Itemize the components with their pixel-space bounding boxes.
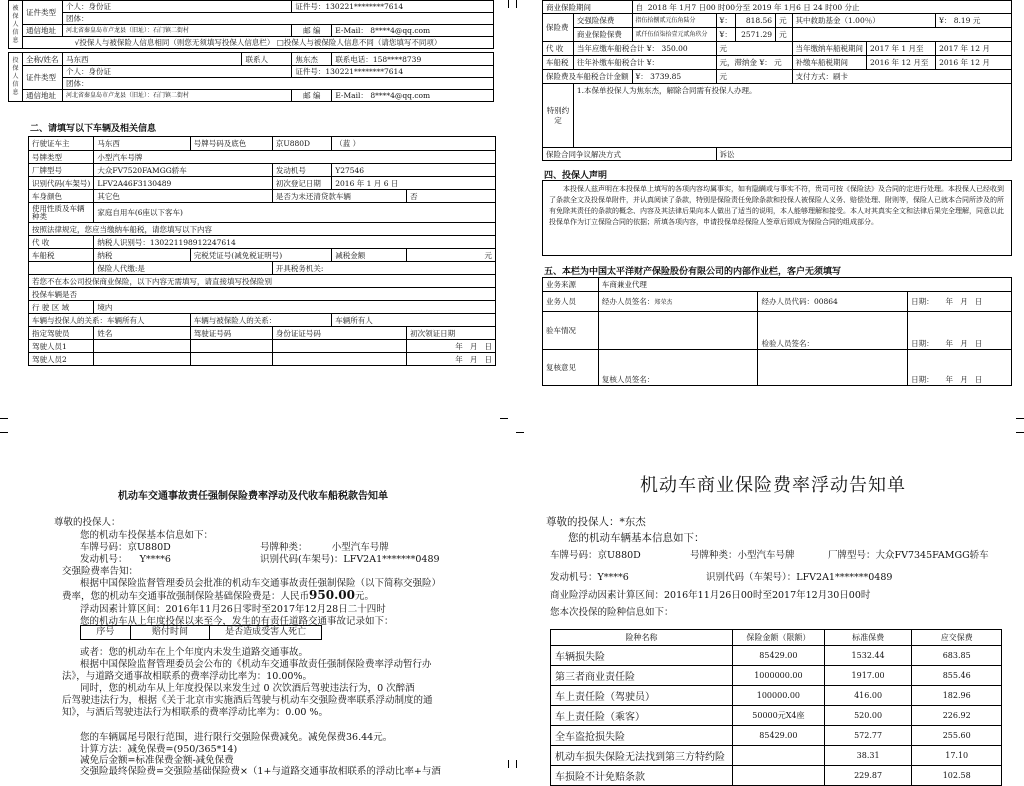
table-row xyxy=(551,666,1002,686)
region: 境内 xyxy=(94,301,496,314)
crop-mark xyxy=(516,760,517,768)
usage: 家庭自用车(6座以下客车) xyxy=(94,203,496,223)
inspect-label: 验车情况 xyxy=(543,312,599,350)
period-label: 商业保险期间 xyxy=(543,1,633,14)
review-sign-label: 复核人员签名： xyxy=(598,350,758,386)
ci-p3: 浮动因素计算区间：2016年11月26日零时至2017年12月28日二十四时 xyxy=(80,604,386,615)
ca-cell: 1000000.00 xyxy=(732,666,824,686)
ca-cell: 全车盗抢损失险 xyxy=(551,726,733,746)
crop-mark xyxy=(516,432,524,433)
date-2-month: 月 xyxy=(960,339,968,348)
tax-side-1: 代 收 xyxy=(29,236,94,249)
insured-id-no-label: 证件号： xyxy=(295,67,326,76)
vin: LFV2A46F3130489 xyxy=(94,177,273,190)
total-sym: ¥： xyxy=(635,72,648,81)
period-to-t: 时00 分止 xyxy=(825,2,860,12)
total-label: 保险费及车船税合计金额 xyxy=(543,70,633,84)
insured-post-label: 邮 编 xyxy=(292,90,332,102)
table-row xyxy=(551,726,1002,746)
period-to-m: 年 1月6 xyxy=(773,2,801,12)
period-from-pre: 自 xyxy=(635,2,643,12)
row3-sym: ¥： xyxy=(646,44,660,53)
plate-type: 小型汽车号牌 xyxy=(94,151,496,164)
first-reg-label: 初次登记日期 xyxy=(272,177,331,190)
dispute-label: 保险合同争议解决方式 xyxy=(543,148,717,161)
row4-to: 2016 年 12 月 xyxy=(936,56,1012,70)
date-2-day: 日 xyxy=(974,339,983,348)
ca-cell: 572.77 xyxy=(824,726,912,746)
ca-cell: 855.46 xyxy=(912,666,1002,686)
ci-plate: 京U880D xyxy=(127,542,171,553)
ci-p12: 计算方法：减免保费=(950/365*14) xyxy=(80,744,238,755)
row1-rescue: 其中救助基金（1.00％） xyxy=(792,14,936,28)
crop-mark xyxy=(516,0,517,8)
same-info-check-row: √投保人与被保险人信息相同（则您无须填写投保人信息栏） □投保人与被保险人信息不同（请您填写不同项） xyxy=(22,37,493,49)
fullname: 马东西 xyxy=(62,53,241,66)
row1-rescue-val: 8.19 xyxy=(953,16,971,25)
biz-staff-code: 00864 xyxy=(813,297,838,306)
row3-period: 当年缴纳车船税期间 xyxy=(792,42,867,56)
license-owner: 马东西 xyxy=(94,137,190,151)
section-4-title: 四、投保人声明 xyxy=(544,171,608,181)
tax-reduce-unit: 元 xyxy=(407,249,496,262)
tax-id: 130221198912247614 xyxy=(149,237,236,247)
id-group: 团体： xyxy=(62,13,493,25)
usage-label: 使用性质及车辆种类 xyxy=(29,203,94,223)
special-side: 特别约定 xyxy=(543,84,574,148)
policy-form-page-2 xyxy=(516,0,1024,418)
period-from-t: 时00分至 xyxy=(718,2,751,12)
period-from-y: 2018 xyxy=(647,2,667,12)
crop-mark xyxy=(1016,418,1024,419)
ca-header-2: 标准保费 xyxy=(824,630,912,646)
license-owner-label: 行驶证车主 xyxy=(29,137,94,151)
ca-engine-label: 发动机号： xyxy=(550,572,598,583)
ci-p11: 您的车辆属尾号限行范围，进行限行交强险保费减免。减免保费36.44元。 xyxy=(80,732,393,743)
ci-type: 小型汽车号牌 xyxy=(331,542,389,553)
insured-id-no: 130221********7614 xyxy=(325,67,404,76)
ca-cell: 车上责任险（乘客） xyxy=(551,706,733,726)
insured-id-group: 团体： xyxy=(62,78,493,90)
crop-mark xyxy=(0,432,8,433)
row4-label: 往年补缴车船税合计 xyxy=(576,58,645,67)
period-to-d: 日 24 xyxy=(803,2,823,12)
date-3-year: 年 xyxy=(945,375,954,384)
ca-vin-label: 识别代码（车架号）： xyxy=(706,572,797,583)
pay-label: 支付方式： xyxy=(795,72,834,81)
ca-cell: 182.96 xyxy=(912,686,1002,706)
side-premium: 保险费 xyxy=(543,14,574,42)
relation-label: 车辆与投保人的关系： xyxy=(32,315,107,325)
table-row xyxy=(551,686,1002,706)
table-row xyxy=(551,766,1002,786)
ci-p2: 费率，您的机动车交通事故强制保险基础保险费是：人民币 xyxy=(62,591,310,602)
crop-mark xyxy=(0,418,8,419)
ca-choose: 您本次投保的险种信息如下： xyxy=(550,607,674,618)
ca-cell: 102.58 xyxy=(912,766,1002,786)
row3-unit: 元 xyxy=(716,42,792,56)
inspect-sign-label: 检验人员签名： xyxy=(758,312,908,350)
ci-base-unit: 元。 xyxy=(354,591,374,602)
crop-mark xyxy=(508,0,509,8)
row4-unit: 元，滞纳金 xyxy=(719,58,758,67)
tax-cat: 纳税 xyxy=(94,249,190,262)
owner-info-table xyxy=(8,0,494,49)
ca-header-1: 保险金额（限额） xyxy=(732,630,824,646)
ca-cell: 85429.00 xyxy=(732,646,824,666)
row2-unit: 元 xyxy=(776,28,792,42)
relation-1: 车辆所有人 xyxy=(107,315,145,325)
total-unit: 元 xyxy=(716,70,792,84)
ca-cell xyxy=(732,746,824,766)
dispute: 诉讼 xyxy=(716,148,1011,161)
tax-agent: 保险人代缴:是 xyxy=(94,262,273,275)
post-label: 邮 编 xyxy=(292,25,332,37)
ca-cell: 520.00 xyxy=(824,706,912,726)
ci-base: 950.00 xyxy=(309,588,355,602)
period-from-m: 年 1月7 xyxy=(669,2,697,12)
ci-p6: 根据中国保险监督管理委员会公布的《机动车交通事故责任强制保险费率浮动暂行办 xyxy=(80,659,432,670)
ca-greet: 尊敬的投保人：*东杰 xyxy=(546,516,646,528)
crop-mark xyxy=(500,418,508,419)
ca-rates-table xyxy=(550,629,1002,786)
date-1-month: 月 xyxy=(960,297,968,306)
ci-p4: 您的机动车从上年度投保以来至今，发生的有责任道路交通事故记录如下： xyxy=(80,616,394,627)
ca-cell: 第三者商业责任险 xyxy=(551,666,733,686)
period-from-d: 日00 xyxy=(698,2,716,12)
date-2-year: 年 xyxy=(945,339,954,348)
ci-p9: 后驾驶违法行为，根据《关于北京市实施酒后驾驶与机动车交强险费率联系浮动制度的通 xyxy=(62,695,433,706)
color: 其它色 xyxy=(94,190,273,203)
insured-info-table xyxy=(8,52,494,102)
pay: 刷卡 xyxy=(833,72,849,81)
plate-label: 号牌号码及底色 xyxy=(190,137,272,151)
first-reg-day: 6 日 xyxy=(383,178,399,188)
row1-rescue-sym: ¥： xyxy=(939,16,952,25)
tax-id-label: 纳税人识别号： xyxy=(97,237,150,247)
ci-hist-header-0: 序号 xyxy=(81,626,131,640)
ca-cell: 车辆损失险 xyxy=(551,646,733,666)
biz-staff-code-label: 经办人员代码： xyxy=(761,297,814,306)
crop-mark xyxy=(508,760,509,768)
total-val: 3739.85 xyxy=(650,72,682,81)
ci-greet: 尊敬的投保人： xyxy=(54,517,121,528)
driver-1-month: 月 xyxy=(469,341,478,351)
driver-1: 驾驶人员1 xyxy=(29,340,94,353)
date-label-2: 日期： xyxy=(911,339,934,348)
insured-email: 8****4@qq.com xyxy=(370,91,431,100)
row4-unit2: 元 xyxy=(774,58,782,67)
row1-sym: ¥： xyxy=(716,14,735,28)
side-tax-1: 代 收 xyxy=(543,42,574,56)
row3-to: 2017 年 12 月 xyxy=(936,42,1012,56)
tax-side-2: 车船税 xyxy=(29,249,94,262)
biz-staff-sign-label: 经办人员签名： xyxy=(601,296,655,306)
vehicle-info-table xyxy=(28,136,496,366)
phone: 158****8739 xyxy=(372,54,422,64)
row2-val: 2571.29 xyxy=(735,28,775,42)
tax-org-label: 开具税务机关: xyxy=(272,262,495,275)
table-row xyxy=(551,746,1002,766)
ci-intro: 您的机动车投保基本信息如下： xyxy=(80,530,214,541)
date-1-day: 日 xyxy=(974,297,983,306)
ca-header-3: 应交保费 xyxy=(912,630,1002,646)
review-label: 复核意见 xyxy=(543,350,599,386)
vin-label: 识别代码(车架号) xyxy=(29,177,94,190)
email: 8****4@qq.com xyxy=(370,26,431,35)
ci-history-table xyxy=(80,625,322,640)
commercial-insurance-notice xyxy=(516,433,1024,783)
drivers-header-4: 初次领证日期 xyxy=(407,327,496,340)
biz-source-label: 业务来源 xyxy=(543,278,599,292)
contact: 焦东杰 xyxy=(292,53,332,66)
drivers-header-3: 身份证证号码 xyxy=(272,327,406,340)
driver-2-day: 日 xyxy=(484,354,492,364)
ci-p1: 根据中国保险监督管理委员会批准的机动车交通事故责任强制保险（以下简称交强险） xyxy=(80,578,442,589)
row4-period: 补缴车船税期间 xyxy=(792,56,867,70)
row1-rescue-unit: 元 xyxy=(972,16,981,25)
plate-color: （蓝 ） xyxy=(332,137,496,151)
fullname-label: 全称/姓名 xyxy=(22,53,62,66)
period-to-y: 2019 xyxy=(752,2,772,12)
biz-staff-label: 业务人员 xyxy=(543,292,599,312)
policy-form-page-1 xyxy=(0,0,508,418)
ci-type-label: 号牌种类： xyxy=(260,542,308,553)
drivers-header-0: 指定驾驶员 xyxy=(29,327,94,340)
insured-addr-label: 通信地址 xyxy=(22,90,62,102)
insured-email-label: E-Mail： xyxy=(335,91,368,100)
id-no: 130221********7614 xyxy=(325,2,404,11)
row3-val: 350.00 xyxy=(661,44,688,53)
ci-p10: 知》，与酒后驾驶违法行为相联系的费率浮动比率为：0.00 %。 xyxy=(62,707,328,718)
drivers-header-1: 姓名 xyxy=(94,327,190,340)
row2-sym: ¥： xyxy=(716,28,735,42)
insured-id-type-label: 证件类型 xyxy=(22,66,62,90)
id-no-label: 证件号： xyxy=(295,2,326,11)
table-row xyxy=(551,646,1002,666)
tax-reduce-label: 减税金额 xyxy=(332,249,407,262)
ca-plate: 京U880D xyxy=(597,550,641,561)
plate: 京U880D xyxy=(272,137,331,151)
ci-engine: Y****6 xyxy=(139,554,171,565)
first-reg-year: 2016 xyxy=(335,178,355,188)
section-2-title: 二、请填写以下车辆及相关信息 xyxy=(30,124,157,134)
ca-plate-label: 车牌号码： xyxy=(550,550,598,561)
ca-cell: 车上责任险（驾驶员） xyxy=(551,686,733,706)
ci-vin-label: 识别代码(车架号)： xyxy=(260,554,344,565)
row1-unit: 元 xyxy=(776,14,792,28)
date-label-1: 日期： xyxy=(911,297,934,306)
driver-2-year: 年 xyxy=(455,354,463,364)
ca-cell: 车损险不计免赔条款 xyxy=(551,766,733,786)
biz-source: 车商兼业代理 xyxy=(598,278,1011,292)
addr-label: 通信地址 xyxy=(22,25,62,37)
email-label: E-Mail： xyxy=(335,26,368,35)
ca-cell: 1917.00 xyxy=(824,666,912,686)
region-label: 行 驶 区 域 xyxy=(29,301,94,314)
date-3-day: 日 xyxy=(974,375,983,384)
ca-model-label: 厂牌型号： xyxy=(828,550,876,561)
engine-label: 发动机号 xyxy=(272,164,331,177)
phone-label: 联系电话： xyxy=(335,54,373,64)
ca-cell: 50000元X4座 xyxy=(732,706,824,726)
insured-id-person: 个人：身份证 xyxy=(62,66,291,78)
row2-note: 贰仟伍佰柒拾壹元贰角玖分 xyxy=(632,28,716,42)
row3-label: 当年应缴车船税合计 xyxy=(576,44,645,53)
row3-from: 2017 年 1 月至 xyxy=(867,42,936,56)
ca-cell: 100000.00 xyxy=(732,686,824,706)
ci-plate-label: 车牌号码： xyxy=(80,542,128,553)
row4-from: 2016 年 12 月至 xyxy=(867,56,936,70)
ca-cell: 255.60 xyxy=(912,726,1002,746)
relation-2: 车辆所有人 xyxy=(332,314,496,327)
ci-p8: 同时，您的机动车从上年度投保以来发生过 0 次饮酒后驾驶违法行为，0 次醉酒 xyxy=(80,683,415,694)
ci-hist-header-2: 是否造成受害人死亡 xyxy=(210,626,322,640)
drivers-header-2: 驾驶证号码 xyxy=(190,327,272,340)
ci-p14: 交强险最终保险费=交强险基础保险费×（1+与道路交通事故相联系的浮动比率+与酒 xyxy=(80,766,441,777)
compulsory-insurance-notice xyxy=(0,433,508,777)
ca-period: 商业险浮动因素计算区间：2016年11月26日00时至2017年12月30日00时 xyxy=(550,590,871,601)
ci-title: 机动车交通事故责任强制保险费率浮动及代收车船税款告知单 xyxy=(118,491,388,502)
ci-vin: LFV2A1*******0489 xyxy=(343,554,440,565)
ca-cell: 38.31 xyxy=(824,746,912,766)
contact-label: 联系人 xyxy=(242,53,292,66)
ca-model: 大众FV7345FAMGG轿车 xyxy=(875,550,989,561)
ca-intro: 您的机动车辆基本信息如下： xyxy=(568,532,705,544)
ci-p13: 减免后金额=标准保费金额-减免保费 xyxy=(80,755,234,766)
side-label-insured: 投保人信息 xyxy=(9,53,23,102)
date-1-year: 年 xyxy=(945,297,954,306)
ca-engine: Y****6 xyxy=(597,572,629,583)
row4-sym: ¥： xyxy=(646,58,660,67)
ca-cell: 85429.00 xyxy=(732,726,824,746)
loan-label: 是否为未还清贷款车辆 xyxy=(272,190,406,203)
internal-table xyxy=(542,277,1012,386)
driver-note: 若您不在本公司投保商业保险，以下内容无需填写，请直接填写投保险别 xyxy=(29,275,496,288)
declaration-text: 本投保人兹声明在本投保单上填写的各项内容均属事实，如有隐瞒或与事实不符，贵司可按《保险法》及合同的定进行处理。本投保人已经收到了条款全文及投保单附件，并认真阅读了条款，特别是保险责任免除条款和投保人被保险人义务、赔偿处理、附则等，保险人已就本合同所涉及的所有免除其责任的条款的概念、内容及其法律后果向本人做出了适当的说明，本人能够理解和接受。本人对其真实全文和法律后果完全理解，同意以此投保单作为订立保险合同的依据；所填各项内容，申请投保单经保险人签章后即成为保险合同的组成部分。 xyxy=(542,180,1012,256)
car-location-label: 投保车辆是否 xyxy=(29,288,496,301)
ca-cell: 226.92 xyxy=(912,706,1002,726)
insured-addr: 河北省秦皇岛市卢龙县（旧址）：石门镇二街村 xyxy=(62,90,291,102)
driver-1-year: 年 xyxy=(455,341,463,351)
driver-1-day: 日 xyxy=(484,341,492,351)
side-tax-2: 车船税 xyxy=(543,56,574,70)
ci-p7: 法》，与道路交通事故相联系的费率浮动比率为：10.00%。 xyxy=(62,671,312,682)
driver-2: 驾驶人员2 xyxy=(29,353,94,366)
model-label: 厂牌型号 xyxy=(29,164,94,177)
relation-2-label: 车辆与被保险人的关系： xyxy=(190,314,331,327)
row1-val: 818.56 xyxy=(735,14,775,28)
loan: 否 xyxy=(407,190,496,203)
ca-cell xyxy=(732,766,824,786)
crop-mark xyxy=(1016,432,1024,433)
table-row xyxy=(551,706,1002,726)
id-type-label: 证件类型 xyxy=(22,1,62,25)
tax-note: 按照法律规定，您应当缴纳车船税，请您填写以下内容 xyxy=(29,223,496,236)
ci-notice: 交强险费率告知： xyxy=(62,566,139,577)
color-label: 车身颜色 xyxy=(29,190,94,203)
row4-sym2: ¥： xyxy=(759,58,772,67)
ca-cell: 17.10 xyxy=(912,746,1002,766)
ca-cell: 416.00 xyxy=(824,686,912,706)
section-5-title: 五、本栏为中国太平洋财产保险股份有限公司的内部作业栏，客户无须填写 xyxy=(544,267,842,277)
id-person: 个人：身份证 xyxy=(62,1,291,13)
ci-hist-header-1: 赔付时间 xyxy=(130,626,210,640)
ca-cell: 683.85 xyxy=(912,646,1002,666)
ci-p5: 或者：您的机动车在上个年度内未发生道路交通事故。 xyxy=(80,647,309,658)
ca-cell: 1532.44 xyxy=(824,646,912,666)
tax-cert-label: 完税凭证号(减免税证明号) xyxy=(190,249,331,262)
special-text: 1.本保单投保人为焦东杰，解除合同需有投保人办理。 xyxy=(573,84,1011,148)
model: 大众FV7520FAMGG轿车 xyxy=(94,164,273,177)
date-3-month: 月 xyxy=(960,375,968,384)
ca-cell: 机动车损失保险无法找到第三方特约险 xyxy=(551,746,733,766)
ci-engine-label: 发动机号： xyxy=(80,554,128,565)
engine: Y27546 xyxy=(332,164,496,177)
ca-type-label: 号牌种类： xyxy=(690,550,738,561)
ca-type: 小型汽车号牌 xyxy=(737,550,795,561)
ca-vin: LFV2A1*******0489 xyxy=(796,572,893,583)
row1-label: 交强险保费 xyxy=(573,14,632,28)
addr: 河北省秦皇岛市卢龙县（旧址）：石门镇二街村 xyxy=(62,25,291,37)
row2-label: 商业保险保费 xyxy=(573,28,632,42)
driver-2-month: 月 xyxy=(469,354,478,364)
ca-title: 机动车商业保险费率浮动告知单 xyxy=(640,475,906,496)
ca-cell: 229.87 xyxy=(824,766,912,786)
premium-table xyxy=(542,0,1012,161)
plate-type-label: 号牌类型 xyxy=(29,151,94,164)
side-label-owner: 被保人信息 xyxy=(9,1,23,49)
biz-staff-sign: 郑荣杰 xyxy=(654,298,673,306)
first-reg-month: 年 1 月 xyxy=(356,178,382,188)
ca-header-0: 险种名称 xyxy=(551,630,733,646)
date-label-3: 日期： xyxy=(911,375,934,384)
row1-note: 指伍拾捌贰元伍角陆分 xyxy=(632,14,716,28)
